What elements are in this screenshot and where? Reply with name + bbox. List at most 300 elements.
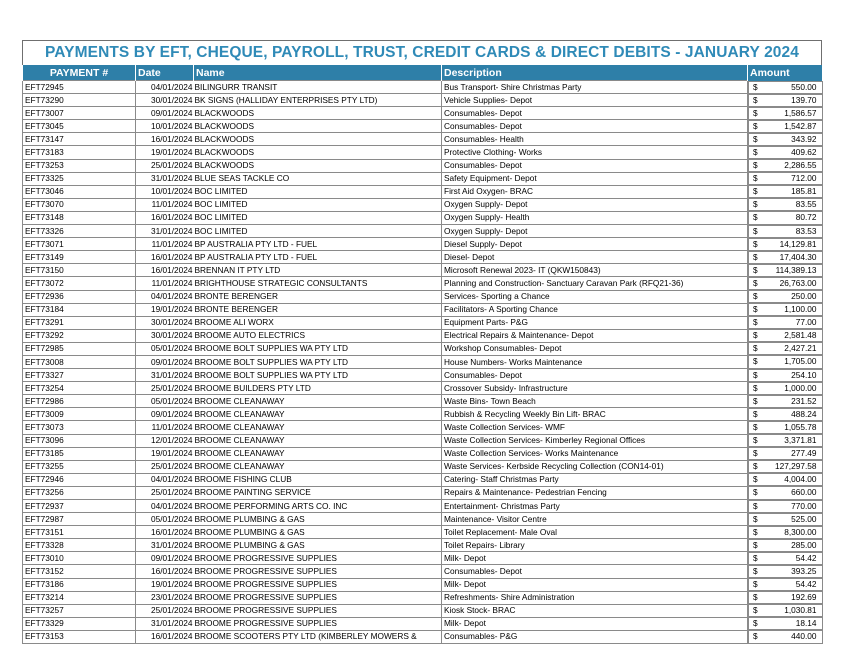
- date-cell: 16/01/2024: [136, 251, 194, 264]
- amount-value: 185.81: [791, 186, 817, 197]
- name-cell: BROOME CLEANAWAY: [194, 395, 442, 408]
- date-cell: 04/01/2024: [136, 290, 194, 303]
- description-cell: Toilet Repairs- Library: [442, 539, 748, 552]
- date-cell: 30/01/2024: [136, 329, 194, 342]
- amount-cell: [748, 408, 823, 421]
- table-row: [23, 447, 823, 460]
- name-cell: BP AUSTRALIA PTY LTD - FUEL: [194, 251, 442, 264]
- description-cell: Diesel- Depot: [442, 251, 748, 264]
- payment-number-cell: EFT73329: [23, 617, 136, 630]
- payment-number-cell: EFT73150: [23, 264, 136, 277]
- table-row: [23, 211, 823, 224]
- currency-symbol: $: [753, 160, 758, 171]
- currency-symbol: $: [753, 133, 758, 144]
- table-row: [23, 578, 823, 591]
- currency-symbol: $: [753, 369, 758, 380]
- amount-value: 114,389.13: [775, 264, 817, 275]
- table-row: [23, 604, 823, 617]
- date-cell: 25/01/2024: [136, 486, 194, 499]
- description-cell: Planning and Construction- Sanctuary Caravan Park (RFQ21-36): [442, 277, 748, 290]
- payment-number-cell: EFT73290: [23, 94, 136, 107]
- table-row: [23, 552, 823, 565]
- table-row: [23, 159, 823, 172]
- amount-value: 285.00: [791, 539, 817, 550]
- currency-symbol: $: [753, 592, 758, 603]
- currency-symbol: $: [753, 513, 758, 524]
- name-cell: BRIGHTHOUSE STRATEGIC CONSULTANTS: [194, 277, 442, 290]
- table-row: [23, 539, 823, 552]
- table-row: [23, 251, 823, 264]
- date-cell: 19/01/2024: [136, 146, 194, 159]
- amount-value: 1,542.87: [784, 120, 817, 131]
- description-cell: Kiosk Stock- BRAC: [442, 604, 748, 617]
- name-cell: BROOME PROGRESSIVE SUPPLIES: [194, 552, 442, 565]
- amount-value: 550.00: [791, 81, 817, 92]
- amount-cell: [748, 526, 823, 539]
- amount-cell: [748, 565, 823, 578]
- name-cell: BROOME CLEANAWAY: [194, 460, 442, 473]
- date-cell: 31/01/2024: [136, 369, 194, 382]
- amount-value: 2,286.55: [784, 160, 817, 171]
- currency-symbol: $: [753, 94, 758, 105]
- amount-value: 77.00: [795, 317, 817, 328]
- payments-sheet: [22, 40, 822, 644]
- date-cell: 05/01/2024: [136, 395, 194, 408]
- payment-number-cell: EFT73010: [23, 552, 136, 565]
- currency-symbol: $: [753, 330, 758, 341]
- description-cell: Bus Transport- Shire Christmas Party: [442, 81, 748, 94]
- amount-cell: [748, 81, 823, 94]
- amount-value: 277.49: [791, 448, 817, 459]
- name-cell: BOC LIMITED: [194, 185, 442, 198]
- amount-cell: [748, 617, 823, 630]
- amount-cell: [748, 460, 823, 473]
- name-cell: BK SIGNS (HALLIDAY ENTERPRISES PTY LTD): [194, 94, 442, 107]
- amount-cell: [748, 94, 823, 107]
- currency-symbol: $: [753, 526, 758, 537]
- date-cell: 04/01/2024: [136, 81, 194, 94]
- amount-value: 440.00: [791, 631, 817, 642]
- table-row: [23, 565, 823, 578]
- amount-cell: [748, 500, 823, 513]
- payment-number-cell: EFT72987: [23, 513, 136, 526]
- name-cell: BLACKWOODS: [194, 159, 442, 172]
- name-cell: BROOME PLUMBING & GAS: [194, 513, 442, 526]
- payment-number-cell: EFT73073: [23, 421, 136, 434]
- name-cell: BROOME ALI WORX: [194, 316, 442, 329]
- date-cell: 30/01/2024: [136, 316, 194, 329]
- name-cell: BLACKWOODS: [194, 120, 442, 133]
- currency-symbol: $: [753, 435, 758, 446]
- currency-symbol: $: [753, 225, 758, 236]
- payment-number-cell: EFT73045: [23, 120, 136, 133]
- amount-cell: [748, 578, 823, 591]
- name-cell: BROOME PROGRESSIVE SUPPLIES: [194, 604, 442, 617]
- payment-number-cell: EFT73070: [23, 198, 136, 211]
- amount-value: 1,000.00: [784, 382, 817, 393]
- name-cell: BROOME PLUMBING & GAS: [194, 539, 442, 552]
- amount-cell: [748, 211, 823, 224]
- payment-number-cell: EFT73186: [23, 578, 136, 591]
- description-cell: Waste Bins- Town Beach: [442, 395, 748, 408]
- amount-value: 4,004.00: [784, 474, 817, 485]
- currency-symbol: $: [753, 186, 758, 197]
- name-cell: BROOME BUILDERS PTY LTD: [194, 382, 442, 395]
- name-cell: BROOME PROGRESSIVE SUPPLIES: [194, 565, 442, 578]
- name-cell: BROOME CLEANAWAY: [194, 408, 442, 421]
- name-cell: BLACKWOODS: [194, 146, 442, 159]
- name-cell: BRONTE BERENGER: [194, 290, 442, 303]
- currency-symbol: $: [753, 291, 758, 301]
- amount-cell: [748, 473, 823, 486]
- amount-cell: [748, 146, 823, 159]
- amount-value: 1,055.78: [784, 421, 817, 432]
- date-cell: 11/01/2024: [136, 238, 194, 251]
- amount-value: 1,705.00: [784, 356, 817, 367]
- table-row: [23, 290, 823, 303]
- amount-value: 83.55: [795, 199, 817, 210]
- date-cell: 31/01/2024: [136, 539, 194, 552]
- currency-symbol: $: [753, 579, 758, 590]
- amount-cell: [748, 290, 823, 303]
- date-cell: 09/01/2024: [136, 355, 194, 368]
- table-row: [23, 617, 823, 630]
- name-cell: BRENNAN IT PTY LTD: [194, 264, 442, 277]
- payment-number-cell: EFT73046: [23, 185, 136, 198]
- date-cell: 31/01/2024: [136, 172, 194, 185]
- table-row: [23, 146, 823, 159]
- description-cell: Electrical Repairs & Maintenance- Depot: [442, 329, 748, 342]
- amount-cell: [748, 329, 823, 342]
- currency-symbol: $: [753, 81, 758, 92]
- date-cell: 16/01/2024: [136, 264, 194, 277]
- amount-cell: [748, 342, 823, 355]
- payment-number-cell: EFT73291: [23, 316, 136, 329]
- description-cell: Waste Collection Services- Kimberley Regional Offices: [442, 434, 748, 447]
- date-cell: 04/01/2024: [136, 473, 194, 486]
- table-body: [23, 81, 823, 644]
- currency-symbol: $: [753, 487, 758, 498]
- currency-symbol: $: [753, 448, 758, 459]
- amount-value: 83.53: [795, 225, 817, 236]
- date-cell: 31/01/2024: [136, 617, 194, 630]
- amount-value: 250.00: [791, 291, 817, 301]
- description-cell: Milk- Depot: [442, 552, 748, 565]
- date-cell: 16/01/2024: [136, 630, 194, 643]
- description-cell: Consumables- Depot: [442, 159, 748, 172]
- amount-cell: [748, 133, 823, 146]
- table-row: [23, 120, 823, 133]
- currency-symbol: $: [753, 107, 758, 118]
- amount-cell: [748, 277, 823, 290]
- description-cell: Vehicle Supplies- Depot: [442, 94, 748, 107]
- name-cell: BP AUSTRALIA PTY LTD - FUEL: [194, 238, 442, 251]
- table-row: [23, 369, 823, 382]
- payment-number-cell: EFT73008: [23, 355, 136, 368]
- description-cell: Consumables- Health: [442, 133, 748, 146]
- date-cell: 10/01/2024: [136, 185, 194, 198]
- table-row: [23, 473, 823, 486]
- table-row: [23, 107, 823, 120]
- currency-symbol: $: [753, 461, 758, 472]
- currency-symbol: $: [753, 539, 758, 550]
- date-cell: 12/01/2024: [136, 434, 194, 447]
- description-cell: Waste Collection Services- WMF: [442, 421, 748, 434]
- table-row: [23, 395, 823, 408]
- payment-number-cell: EFT73149: [23, 251, 136, 264]
- amount-value: 26,763.00: [779, 277, 817, 288]
- table-row: [23, 486, 823, 499]
- date-cell: 16/01/2024: [136, 133, 194, 146]
- amount-value: 231.52: [791, 395, 817, 406]
- description-cell: Milk- Depot: [442, 578, 748, 591]
- description-cell: Waste Services- Kerbside Recycling Collection (CON14-01): [442, 460, 748, 473]
- date-cell: 19/01/2024: [136, 303, 194, 316]
- amount-cell: [748, 421, 823, 434]
- date-cell: 05/01/2024: [136, 513, 194, 526]
- amount-value: 139.70: [791, 94, 817, 105]
- amount-value: 343.92: [791, 133, 817, 144]
- payment-number-cell: EFT73153: [23, 630, 136, 643]
- name-cell: BROOME CLEANAWAY: [194, 447, 442, 460]
- currency-symbol: $: [753, 382, 758, 393]
- currency-symbol: $: [753, 356, 758, 367]
- amount-value: 2,427.21: [784, 343, 817, 354]
- currency-symbol: $: [753, 500, 758, 511]
- payment-number-cell: EFT73255: [23, 460, 136, 473]
- amount-cell: [748, 434, 823, 447]
- table-row: [23, 264, 823, 277]
- description-cell: Services- Sporting a Chance: [442, 290, 748, 303]
- payment-number-cell: EFT73256: [23, 486, 136, 499]
- name-cell: BLUE SEAS TACKLE CO: [194, 172, 442, 185]
- date-cell: 09/01/2024: [136, 552, 194, 565]
- amount-cell: [748, 369, 823, 382]
- amount-cell: [748, 238, 823, 251]
- date-cell: 19/01/2024: [136, 447, 194, 460]
- description-cell: Consumables- Depot: [442, 107, 748, 120]
- payment-number-cell: EFT73184: [23, 303, 136, 316]
- amount-cell: [748, 591, 823, 604]
- table-row: [23, 316, 823, 329]
- amount-cell: [748, 159, 823, 172]
- amount-cell: [748, 316, 823, 329]
- date-cell: 05/01/2024: [136, 342, 194, 355]
- page-title: PAYMENTS BY EFT, CHEQUE, PAYROLL, TRUST, CREDIT CARDS & DIRECT DEBITS - JANUARY 2024: [22, 40, 822, 65]
- amount-value: 393.25: [791, 565, 817, 576]
- table-row: [23, 460, 823, 473]
- table-row: [23, 526, 823, 539]
- currency-symbol: $: [753, 120, 758, 131]
- name-cell: BROOME BOLT SUPPLIES WA PTY LTD: [194, 369, 442, 382]
- amount-cell: [748, 264, 823, 277]
- payment-number-cell: EFT73072: [23, 277, 136, 290]
- payment-number-cell: EFT73148: [23, 211, 136, 224]
- amount-cell: [748, 120, 823, 133]
- name-cell: BROOME PROGRESSIVE SUPPLIES: [194, 591, 442, 604]
- payment-number-cell: EFT73152: [23, 565, 136, 578]
- date-cell: 31/01/2024: [136, 225, 194, 238]
- amount-cell: [748, 604, 823, 617]
- currency-symbol: $: [753, 251, 758, 262]
- table-row: [23, 185, 823, 198]
- amount-cell: [748, 395, 823, 408]
- payment-number-cell: EFT73183: [23, 146, 136, 159]
- name-cell: BROOME CLEANAWAY: [194, 421, 442, 434]
- description-cell: Diesel Supply- Depot: [442, 238, 748, 251]
- currency-symbol: $: [753, 618, 758, 629]
- date-cell: 16/01/2024: [136, 526, 194, 539]
- table-row: [23, 329, 823, 342]
- amount-value: 1,586.57: [784, 107, 817, 118]
- currency-symbol: $: [753, 343, 758, 354]
- table-row: [23, 355, 823, 368]
- table-row: [23, 94, 823, 107]
- amount-value: 712.00: [791, 173, 817, 184]
- description-cell: Equipment Parts- P&G: [442, 316, 748, 329]
- amount-value: 660.00: [791, 487, 817, 498]
- payment-number-cell: EFT73254: [23, 382, 136, 395]
- payment-number-cell: EFT73214: [23, 591, 136, 604]
- column-header-amount: Amount: [748, 65, 823, 81]
- name-cell: BROOME BOLT SUPPLIES WA PTY LTD: [194, 342, 442, 355]
- currency-symbol: $: [753, 264, 758, 275]
- date-cell: 04/01/2024: [136, 500, 194, 513]
- description-cell: Consumables- Depot: [442, 120, 748, 133]
- table-row: [23, 408, 823, 421]
- amount-cell: [748, 513, 823, 526]
- payment-number-cell: EFT73185: [23, 447, 136, 460]
- table-row: [23, 342, 823, 355]
- currency-symbol: $: [753, 304, 758, 315]
- column-header-name: Name: [194, 65, 442, 81]
- date-cell: 23/01/2024: [136, 591, 194, 604]
- date-cell: 10/01/2024: [136, 120, 194, 133]
- date-cell: 16/01/2024: [136, 565, 194, 578]
- description-cell: Microsoft Renewal 2023- IT (QKW150843): [442, 264, 748, 277]
- payment-number-cell: EFT72936: [23, 290, 136, 303]
- currency-symbol: $: [753, 173, 758, 184]
- table-row: [23, 198, 823, 211]
- name-cell: BILINGURR TRANSIT: [194, 81, 442, 94]
- table-row: [23, 421, 823, 434]
- payment-number-cell: EFT73071: [23, 238, 136, 251]
- amount-cell: [748, 185, 823, 198]
- payment-number-cell: EFT73328: [23, 539, 136, 552]
- name-cell: BROOME BOLT SUPPLIES WA PTY LTD: [194, 355, 442, 368]
- table-row: [23, 133, 823, 146]
- amount-cell: [748, 107, 823, 120]
- description-cell: House Numbers- Works Maintenance: [442, 355, 748, 368]
- amount-value: 770.00: [791, 500, 817, 511]
- amount-value: 14,129.81: [779, 238, 817, 249]
- payment-number-cell: EFT73147: [23, 133, 136, 146]
- date-cell: 25/01/2024: [136, 460, 194, 473]
- description-cell: Oxygen Supply- Depot: [442, 225, 748, 238]
- amount-cell: [748, 225, 823, 238]
- name-cell: BROOME PLUMBING & GAS: [194, 526, 442, 539]
- description-cell: Refreshments- Shire Administration: [442, 591, 748, 604]
- name-cell: BROOME FISHING CLUB: [194, 473, 442, 486]
- payment-number-cell: EFT73326: [23, 225, 136, 238]
- payment-number-cell: EFT72985: [23, 342, 136, 355]
- column-header-payment: PAYMENT #: [23, 65, 136, 81]
- amount-cell: [748, 251, 823, 264]
- amount-cell: [748, 355, 823, 368]
- amount-cell: [748, 198, 823, 211]
- payment-number-cell: EFT72986: [23, 395, 136, 408]
- payment-number-cell: EFT73325: [23, 172, 136, 185]
- description-cell: Repairs & Maintenance- Pedestrian Fencing: [442, 486, 748, 499]
- currency-symbol: $: [753, 474, 758, 485]
- description-cell: Safety Equipment- Depot: [442, 172, 748, 185]
- amount-value: 17,404.30: [779, 251, 817, 262]
- payment-number-cell: EFT73009: [23, 408, 136, 421]
- description-cell: Toilet Replacement- Male Oval: [442, 526, 748, 539]
- description-cell: Milk- Depot: [442, 617, 748, 630]
- payment-number-cell: EFT73292: [23, 329, 136, 342]
- table-row: [23, 630, 823, 643]
- description-cell: Waste Collection Services- Works Maintenance: [442, 447, 748, 460]
- payments-table: [22, 65, 823, 644]
- currency-symbol: $: [753, 565, 758, 576]
- name-cell: BOC LIMITED: [194, 198, 442, 211]
- description-cell: Facilitators- A Sporting Chance: [442, 303, 748, 316]
- date-cell: 25/01/2024: [136, 382, 194, 395]
- description-cell: Rubbish & Recycling Weekly Bin Lift- BRAC: [442, 408, 748, 421]
- date-cell: 11/01/2024: [136, 198, 194, 211]
- amount-cell: [748, 486, 823, 499]
- table-row: [23, 513, 823, 526]
- payment-number-cell: EFT73327: [23, 369, 136, 382]
- name-cell: BROOME PROGRESSIVE SUPPLIES: [194, 578, 442, 591]
- name-cell: BROOME PAINTING SERVICE: [194, 486, 442, 499]
- currency-symbol: $: [753, 238, 758, 249]
- amount-value: 3,371.81: [784, 435, 817, 446]
- amount-cell: [748, 447, 823, 460]
- amount-value: 18.14: [795, 618, 817, 629]
- currency-symbol: $: [753, 421, 758, 432]
- currency-symbol: $: [753, 395, 758, 406]
- currency-symbol: $: [753, 605, 758, 616]
- amount-value: 409.62: [791, 146, 817, 157]
- currency-symbol: $: [753, 277, 758, 288]
- description-cell: First Aid Oxygen- BRAC: [442, 185, 748, 198]
- payment-number-cell: EFT73253: [23, 159, 136, 172]
- currency-symbol: $: [753, 631, 758, 642]
- amount-cell: [748, 303, 823, 316]
- payment-number-cell: EFT72937: [23, 500, 136, 513]
- table-row: [23, 172, 823, 185]
- description-cell: Entertainment- Christmas Party: [442, 500, 748, 513]
- date-cell: 25/01/2024: [136, 159, 194, 172]
- description-cell: Consumables- Depot: [442, 565, 748, 578]
- name-cell: BROOME AUTO ELECTRICS: [194, 329, 442, 342]
- date-cell: 16/01/2024: [136, 211, 194, 224]
- description-cell: Crossover Subsidy- Infrastructure: [442, 382, 748, 395]
- amount-value: 525.00: [791, 513, 817, 524]
- description-cell: Maintenance- Visitor Centre: [442, 513, 748, 526]
- amount-cell: [748, 552, 823, 565]
- amount-value: 54.42: [795, 579, 817, 590]
- name-cell: BROOME PROGRESSIVE SUPPLIES: [194, 617, 442, 630]
- table-row: [23, 434, 823, 447]
- name-cell: BROOME PERFORMING ARTS CO. INC: [194, 500, 442, 513]
- column-header-description: Description: [442, 65, 748, 81]
- payment-number-cell: EFT73096: [23, 434, 136, 447]
- payment-number-cell: EFT72945: [23, 81, 136, 94]
- currency-symbol: $: [753, 212, 758, 223]
